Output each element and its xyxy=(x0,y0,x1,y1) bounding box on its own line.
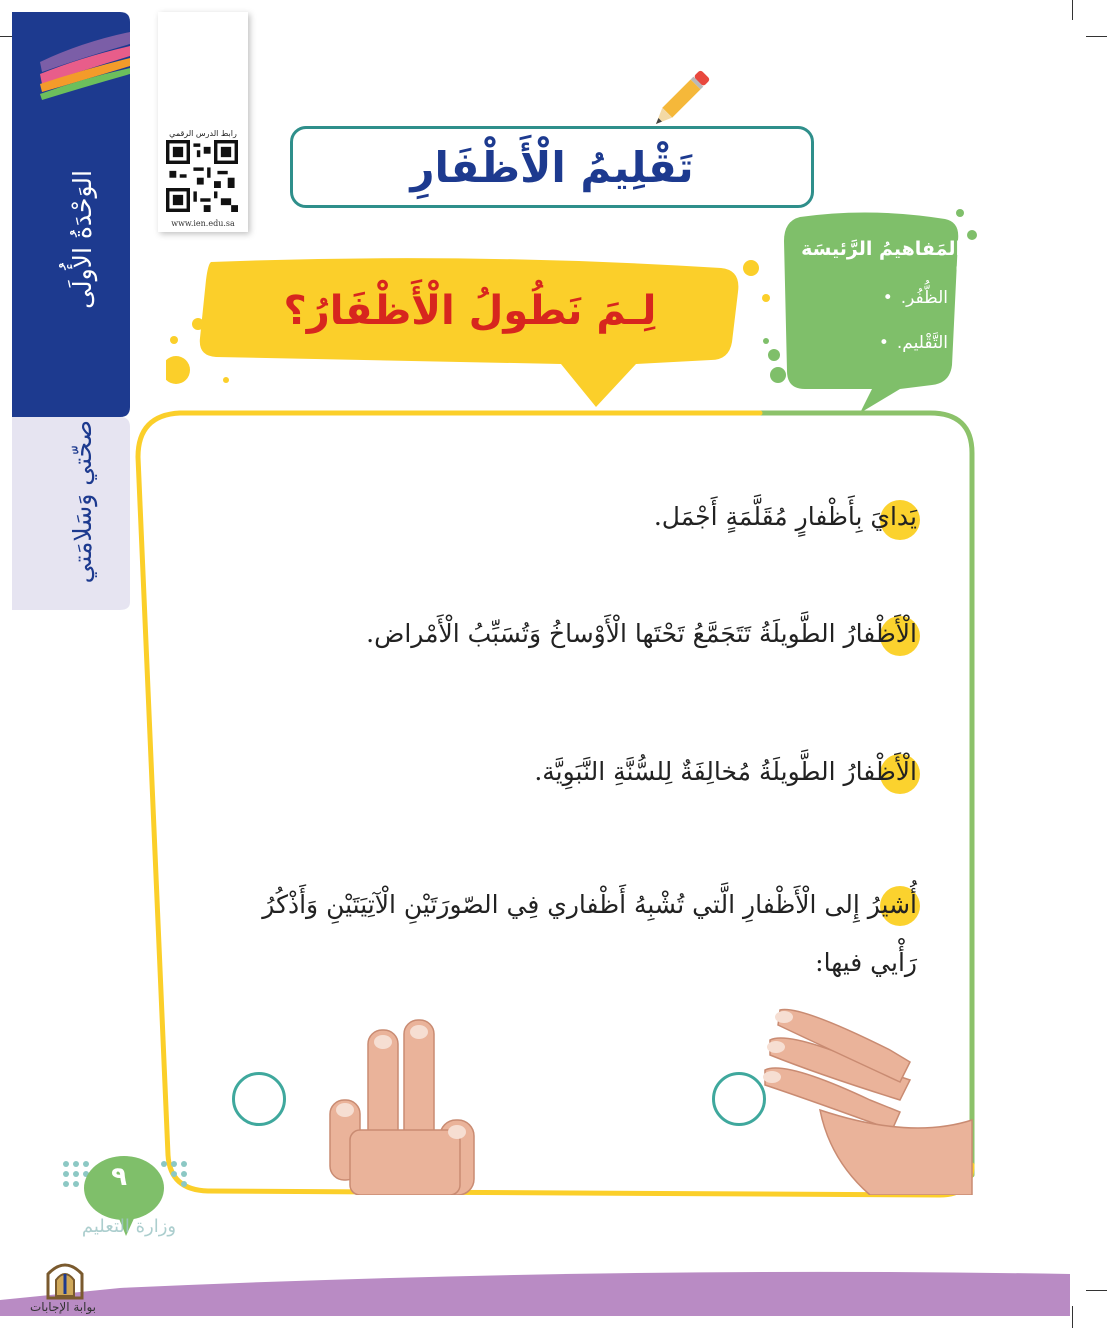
concept-item: التَّقْليم. • xyxy=(800,333,948,353)
question-heading: لِـمَ نَطُولُ الْأَظْفَارُ؟ xyxy=(283,288,657,334)
crop-mark xyxy=(1086,1290,1107,1291)
qr-url[interactable]: www.ien.edu.sa xyxy=(171,219,235,228)
portal-logo-icon xyxy=(44,1256,86,1300)
crop-mark xyxy=(1086,36,1107,37)
lesson-title-box xyxy=(290,126,814,208)
qr-card[interactable] xyxy=(158,12,248,232)
portal-label: بوابة الإجابات xyxy=(30,1300,97,1314)
concept-item: الظُّفُر. • xyxy=(800,288,948,308)
crop-mark xyxy=(1072,0,1073,20)
hand-image-right xyxy=(760,1000,975,1195)
answer-circle[interactable] xyxy=(712,1072,766,1126)
question-banner xyxy=(166,252,786,422)
point-text: يَدايَ بِأَظْفارٍ مُقَلَّمَةٍ أَجْمَل. xyxy=(653,502,917,531)
concepts-title: المَفاهيمُ الرَّئيسَة : xyxy=(801,238,962,282)
qr-code-icon[interactable] xyxy=(166,140,238,212)
page-number: ٩ xyxy=(111,1162,127,1192)
hand-image-left xyxy=(310,1010,500,1195)
qr-title: رابط الدرس الرقمي xyxy=(169,129,237,138)
answer-circle[interactable] xyxy=(232,1072,286,1126)
footer-band xyxy=(0,1270,1070,1316)
unit-label: الوَحْدَةُ الأُولَى xyxy=(68,170,97,309)
point-text: الْأَظْفارُ الطَّويلَةُ مُخالِفَةٌ لِلسُّنَّةِ النَّبَوِيَّة. xyxy=(534,757,917,786)
point-text: أُشيرُ إِلى الْأَظْفارِ الَّتي تُشْبِهُ أَظْفاري فِي الصّورَتَيْنِ الْآتِيَتَيْنِ وَأَذْكُرُ رَأْيي فيها: xyxy=(262,890,917,977)
ministry-logo-text: وزارة التعليم xyxy=(81,1216,177,1237)
chapter-label: صحّتي وَسَلامَتي xyxy=(68,420,97,584)
lesson-title: تَقْلِيمُ الْأَظْفَارِ xyxy=(410,142,694,192)
crop-mark xyxy=(1072,1306,1073,1328)
point-text: الْأَظْفارُ الطَّويلَةُ تَتَجَمَّعُ تَحْتَها الْأَوْساخُ وَتُسَبِّبُ الْأَمْراض. xyxy=(366,619,917,648)
